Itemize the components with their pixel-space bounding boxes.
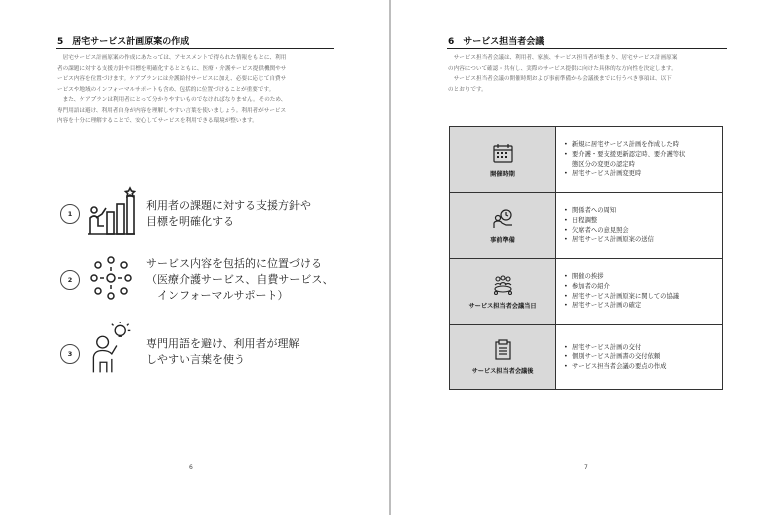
- paragraph-line: 居宅サービス計画原案の作成にあたっては、アセスメントで得られた情報をもとに、利用: [57, 55, 287, 61]
- key-point-line: （医療介護サービス、自費サービス、: [146, 273, 334, 286]
- left-body-text: [57, 53, 337, 127]
- row-title: 開催時期: [490, 170, 515, 178]
- paragraph-line: サービス担当者会議は、利用者、家族、サービス担当者が集まり、居宅サービス計画原案: [448, 55, 678, 61]
- paragraph-line: ービス内容を位置づけます。ケアプランには介護給付サービスに加え、必要に応じて自費サ: [57, 76, 287, 82]
- number-badge: 2: [60, 270, 80, 290]
- list-item: • 日程調整: [564, 216, 654, 226]
- key-point-line: しやすい言葉を使う: [146, 353, 245, 366]
- heading-rule: [447, 48, 727, 49]
- row-content: [556, 259, 722, 324]
- calendar-icon: [492, 142, 514, 164]
- network-hub-icon: [86, 254, 136, 306]
- list-item: • 居宅サービス計画変更時: [564, 169, 685, 179]
- table-row: [450, 193, 722, 259]
- key-point-1: [60, 192, 360, 252]
- list-item: • 欠席者への意見照会: [564, 226, 654, 236]
- key-point-text: [146, 336, 300, 368]
- key-point-text: [146, 256, 334, 304]
- key-point-line: 目標を明確化する: [146, 215, 234, 228]
- row-title: サービス担当者会議後: [471, 368, 534, 375]
- right-page: [391, 0, 780, 515]
- key-point-text: [146, 198, 311, 230]
- paragraph-line: 専門用語は避け、利用者自身が内容を理解しやすい言葉を使いましょう。利用者がサービス: [57, 107, 287, 114]
- list-item: • 要介護・要支援更新認定時、要介護等状: [564, 150, 685, 160]
- list-item: • サービス担当者会議の要点の作成: [564, 362, 666, 372]
- paragraph-line: ービスや地域のインフォーマルサポートも含め、包括的に位置づけることが重要です。: [57, 86, 275, 93]
- row-content: [556, 325, 722, 389]
- row-header: [450, 259, 556, 324]
- list-item-continuation: 態区分の変更の認定時: [572, 160, 635, 168]
- paragraph-line: のとおりです。: [448, 86, 487, 93]
- key-point-line: 利用者の課題に対する支援方針や: [146, 199, 311, 212]
- list-item: • 関係者への周知: [564, 206, 654, 216]
- table-row: [450, 259, 722, 325]
- idea-person-icon: [86, 322, 136, 374]
- document-icon: [492, 339, 514, 361]
- key-point-line: インフォーマルサポート）: [146, 289, 289, 302]
- right-body-text: [448, 53, 730, 95]
- growth-chart-person-icon: [86, 186, 136, 238]
- paragraph-line: 者の課題に対する支援方針や目標を明確化するとともに、医療・介護サービス提供機関やサ: [57, 65, 287, 72]
- list-item: • 参加者の紹介: [564, 282, 679, 292]
- page-number: 7: [584, 464, 588, 471]
- row-title: サービス担当者会議当日: [468, 302, 537, 310]
- key-point-line: 専門用語を避け、利用者が理解: [146, 337, 300, 350]
- section-heading-5: 5 居宅サービス計画原案の作成: [57, 37, 190, 47]
- key-point-3: [60, 322, 360, 382]
- list-item: • 個別サービス計画書の交付依頼: [564, 352, 666, 362]
- list-item: • 居宅サービス計画原案に関しての協議: [564, 292, 679, 302]
- paragraph-line: サービス担当者会議の開催時期および事前準備から会議後までに行うべき事項は、以下: [448, 76, 672, 82]
- key-point-line: サービス内容を包括的に位置づける: [146, 257, 322, 270]
- left-page: [0, 0, 389, 515]
- meeting-process-table: [449, 126, 723, 390]
- list-item: • 新規に居宅サービス計画を作成した時: [564, 140, 685, 150]
- list-item: • 居宅サービス計画原案の送信: [564, 235, 654, 245]
- table-row: [450, 127, 722, 193]
- number-badge: 1: [60, 204, 80, 224]
- page-number: 6: [189, 464, 193, 471]
- table-row: [450, 325, 722, 389]
- list-item: • 開催の挨拶: [564, 272, 679, 282]
- row-header: [450, 193, 556, 258]
- key-point-2: [60, 256, 360, 316]
- paragraph-line: の内容について確認・共有し、実際のサービス提供に向けた具体的な方向性を決定します。: [448, 65, 677, 72]
- list-item: • 居宅サービス計画の確定: [564, 301, 679, 311]
- row-title: 事前準備: [490, 236, 515, 244]
- row-header: [450, 325, 556, 389]
- number-badge: 3: [60, 344, 80, 364]
- paragraph-line: 内容を十分に理解することで、安心してサービスを利用できる環境が整います。: [57, 118, 258, 124]
- meeting-icon: [492, 274, 514, 296]
- row-header: [450, 127, 556, 192]
- heading-rule: [56, 48, 334, 49]
- person-clock-icon: [492, 208, 514, 230]
- row-content: [556, 193, 722, 258]
- paragraph-line: また、ケアプランは利用者にとって分かりやすいものでなければなりません。そのため、: [57, 97, 287, 103]
- row-content: [556, 127, 722, 192]
- section-heading-6: 6 サービス担当者会議: [448, 37, 545, 47]
- list-item: • 居宅サービス計画の交付: [564, 343, 666, 353]
